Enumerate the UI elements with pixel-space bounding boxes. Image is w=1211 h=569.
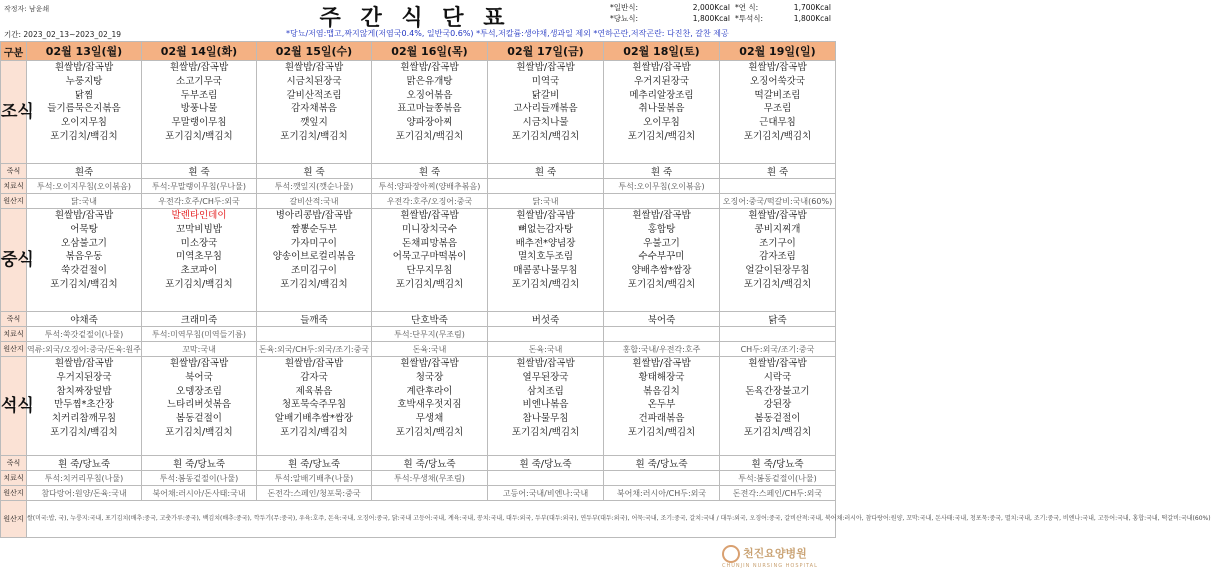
porridge-cell: 흰 죽: [604, 164, 720, 179]
porridge-cell: 들깨죽: [257, 312, 372, 327]
menu-item: 흰쌀밥/잡곡밥: [748, 62, 807, 73]
menu-item: 취나물볶음: [638, 103, 685, 115]
category-header: 구분: [1, 42, 27, 61]
author-label: 작정자: 남윤쇄: [4, 5, 50, 13]
porridge-label: 죽식: [1, 456, 27, 471]
kcal-value: 1,800Kcal: [692, 14, 730, 23]
porridge-cell: 크래미죽: [142, 312, 257, 327]
origin-cell: 돈육:국내: [372, 342, 488, 357]
kcal-value: 1,700Kcal: [793, 3, 831, 12]
dialysis-cell: 투석:봄동겉절이(나물): [720, 471, 836, 486]
dialysis-cell: 투석:무말랭이무침(무나물): [142, 179, 257, 194]
kcal-label: *당뇨식:: [610, 14, 639, 23]
dinner-origin-row: [1, 486, 836, 501]
menu-item: 오삼불고기: [61, 237, 107, 249]
breakfast-menu-cell: [604, 61, 720, 164]
dialysis-cell: 투석:오이지무침(오이볶음): [27, 179, 142, 194]
day-header: 02월 13일(월): [27, 42, 142, 61]
menu-item: 흰쌀밥/잡곡밥: [748, 210, 807, 221]
menu-item: 들기름묵은지볶음: [47, 103, 121, 115]
menu-item: 오이무침: [643, 117, 680, 129]
porridge-cell: 흰 죽/당뇨죽: [720, 456, 836, 471]
menu-item: 제육볶음: [295, 385, 333, 397]
meal-label-text: 석식: [1, 396, 34, 416]
menu-item: 감자조림: [759, 251, 796, 263]
menu-item: 오이지무침: [61, 117, 107, 129]
porridge-cell: 야채죽: [27, 312, 142, 327]
menu-item: 포기김치/백김치: [627, 130, 696, 142]
origin-cell: 닭:국내: [27, 194, 142, 209]
menu-item: 닭갈비: [531, 89, 560, 101]
dialysis-cell: [257, 327, 372, 342]
porridge-cell: 버섯죽: [488, 312, 604, 327]
porridge-cell: 흰 죽/당뇨죽: [372, 456, 488, 471]
page-title: 주 간 식 단 표: [319, 6, 511, 31]
dinner-dialysis-row: [1, 471, 836, 486]
menu-item: 느타리버섯볶음: [166, 399, 232, 411]
menu-item: 포기김치/백김치: [280, 426, 348, 438]
dinner-menu-cell: [27, 357, 142, 456]
dinner-menu-cell: [372, 357, 488, 456]
menu-item: 꼬막비빔밥: [176, 223, 222, 235]
day-header: 02월 19일(일): [720, 42, 836, 61]
origin-cell: 돈육:외국/CH두:외국/조기:중국: [257, 342, 372, 357]
menu-item: 쑥갓겉절이: [61, 265, 107, 277]
dinner-menu-cell: [142, 357, 257, 456]
breakfast-label: [1, 61, 34, 164]
origin-label: 원산지: [1, 342, 27, 357]
kcal-right: [735, 2, 831, 24]
menu-item: 포기김치/백김치: [395, 130, 464, 142]
origin-cell: CH두:외국/조기:중국: [720, 342, 836, 357]
menu-item: 시금치나물: [522, 117, 569, 129]
kcal-left: [610, 2, 730, 24]
breakfast-menu-cell: [257, 61, 372, 164]
menu-item: 우거지된장국: [56, 371, 112, 383]
menu-item: 흰쌀밥/잡곡밥: [169, 62, 229, 73]
dialysis-cell: 투석:단무지(무조림): [372, 327, 488, 342]
origin-label: 원산지: [1, 486, 27, 501]
dialysis-cell: [488, 471, 604, 486]
dialysis-cell: [720, 179, 836, 194]
porridge-cell: 흰 죽: [142, 164, 257, 179]
dialysis-cell: 투석:알배기배추(나물): [257, 471, 372, 486]
dialysis-cell: [720, 327, 836, 342]
menu-item: 포기김치/백김치: [511, 278, 580, 290]
menu-item: 흰쌀밥/잡곡밥: [632, 358, 691, 369]
menu-item: 깻잎지: [300, 117, 328, 129]
kcal-label: *연 식:: [735, 3, 759, 12]
dialysis-label: 치료식: [1, 327, 27, 342]
porridge-cell: 흰 죽/당뇨죽: [27, 456, 142, 471]
origin-cell: 참다랑어:원양/돈육:국내: [27, 486, 142, 501]
breakfast-row: [1, 61, 836, 164]
menu-item: 시락국: [763, 371, 792, 383]
menu-item: 누룽지탕: [65, 75, 103, 87]
porridge-cell: 흰 죽: [372, 164, 488, 179]
porridge-cell: 흰 죽/당뇨죽: [604, 456, 720, 471]
dialysis-cell: 투석:미역무침(미역들기름): [142, 327, 257, 342]
menu-item: 무조림: [763, 103, 792, 115]
origin-cell: 돈전각:스페인/CH두:외국: [720, 486, 836, 501]
menu-item: 흰쌀밥/잡곡밥: [54, 358, 114, 369]
dialysis-cell: [488, 327, 604, 342]
porridge-cell: 단호박죽: [372, 312, 488, 327]
meal-label-text: 조식: [1, 102, 34, 122]
menu-item: 참나물무침: [522, 413, 569, 425]
menu-item: 어묵탕: [70, 223, 98, 235]
origin-cell: 돈전각:스페인/청포묵:중국: [257, 486, 372, 501]
period-label: 기간: 2023_02_13~2023_02_19: [4, 30, 122, 39]
menu-item: 포기김치/백김치: [280, 278, 348, 290]
menu-item: 홍합탕: [647, 223, 676, 235]
porridge-cell: 흰 죽/당뇨죽: [257, 456, 372, 471]
dinner-menu-cell: [257, 357, 372, 456]
menu-item: 흰쌀밥/잡곡밥: [284, 62, 344, 73]
menu-item: 미역국: [531, 75, 560, 87]
menu-item: 떡갈비조림: [754, 89, 801, 101]
breakfast-menu-cell: [372, 61, 488, 164]
menu-item: 포기김치/백김치: [395, 426, 464, 438]
menu-item: 발렌타인데이: [171, 210, 227, 221]
menu-item: 미니장치국수: [401, 223, 458, 235]
menu-item: 흰쌀밥/잡곡밥: [400, 358, 459, 369]
menu-item: 포기김치/백김치: [50, 130, 118, 142]
menu-item: 흰쌀밥/잡곡밥: [400, 62, 459, 73]
menu-item: 포기김치/백김치: [165, 426, 233, 438]
origin-cell: 오징어:중국/떡갈비:국내(60%): [720, 194, 836, 209]
menu-item: 병아리콩밥/잡곡밥: [275, 210, 353, 221]
menu-item: 알배기배추쌈*쌈장: [274, 413, 354, 425]
header-row: [1, 42, 836, 61]
day-header: 02월 14일(화): [142, 42, 257, 61]
porridge-cell: 흰 죽: [257, 164, 372, 179]
menu-item: 흰쌀밥/잡곡밥: [632, 62, 691, 73]
kcal-label: *일반식:: [610, 3, 639, 12]
menu-item: 흰쌀밥/잡곡밥: [54, 62, 114, 73]
menu-item: 비엔나볶음: [522, 399, 569, 411]
menu-item: 멸치호두조림: [517, 251, 574, 263]
day-header: 02월 15일(수): [257, 42, 372, 61]
lunch-origin-row: [1, 342, 836, 357]
menu-item: 양파장아찌: [406, 117, 453, 129]
origin-cell: 우전각:호주/CH두:외국: [142, 194, 257, 209]
menu-item: 치커리참깨무침: [51, 413, 117, 425]
menu-item: 소고기무국: [176, 75, 222, 87]
day-header: 02월 16일(목): [372, 42, 488, 61]
menu-item: 어묵고구마떡볶이: [392, 251, 467, 263]
day-header: 02월 18일(토): [604, 42, 720, 61]
menu-item: 근대무침: [759, 117, 796, 129]
origin-cell: 역류:외국/오징어:중국/돈육:원주: [27, 342, 142, 357]
menu-item: 건파래볶음: [638, 413, 685, 425]
menu-item: 볶음김치: [643, 385, 680, 397]
breakfast-menu-cell: [142, 61, 257, 164]
menu-item: 조미김구이: [291, 265, 337, 277]
menu-item: 흰쌀밥/잡곡밥: [54, 210, 114, 221]
origin-cell: [604, 194, 720, 209]
porridge-cell: 흰 죽: [488, 164, 604, 179]
menu-item: 흰쌀밥/잡곡밥: [516, 210, 575, 221]
menu-item: 감자국: [300, 371, 328, 383]
menu-item: 계란후라이: [406, 385, 453, 397]
menu-item: 포기김치/백김치: [165, 278, 233, 290]
porridge-label: 죽식: [1, 164, 27, 179]
menu-item: 볶음우동: [65, 251, 103, 263]
origin-cell: 돈육:국내: [488, 342, 604, 357]
menu-item: 콩비지찌개: [754, 223, 801, 235]
menu-item: 두부조림: [180, 89, 218, 101]
meal-label-text: 중식: [1, 250, 34, 270]
menu-item: 메추리알장조림: [629, 89, 694, 101]
dialysis-cell: 투석:양파장아찌(양배추볶음): [372, 179, 488, 194]
menu-item: 양배추쌈*쌈장: [631, 265, 692, 277]
kcal-label: *투석식:: [735, 14, 764, 23]
lunch-menu-cell: [604, 209, 720, 312]
menu-item: 얼갈이된장무침: [745, 265, 810, 277]
origin-cell: 닭:국내: [488, 194, 604, 209]
diet-notes: *당뇨/저염:맵고,짜지않게(저염국0.4%, 일반국0.6%) *투석,저칼륨:생야채,생과일 제외 *연하곤란,저작곤란: 다진찬, 갈찬 제공: [286, 29, 729, 38]
menu-item: 호박새우젓지짐: [397, 399, 462, 411]
menu-item: 표고마늘쫑볶음: [397, 103, 462, 115]
menu-item: 포기김치/백김치: [165, 130, 233, 142]
origin-cell: 북어채:러시아/CH두:외국: [604, 486, 720, 501]
lunch-label: [1, 209, 34, 312]
dinner-row: [1, 357, 836, 456]
breakfast-porridge-row: [1, 164, 836, 179]
dialysis-label: 치료식: [1, 179, 27, 194]
dialysis-cell: 투석:치커리무침(나물): [27, 471, 142, 486]
lunch-menu-cell: [27, 209, 142, 312]
lunch-row: [1, 209, 836, 312]
menu-item: 돈육간장불고기: [745, 385, 810, 397]
logo-icon: [722, 545, 740, 563]
menu-item: 조기구이: [759, 237, 796, 249]
menu-item: 고사리들깨볶음: [513, 103, 578, 115]
logo-subtitle: CHUNJIN NURSING HOSPITAL: [722, 563, 818, 569]
menu-item: 포기김치/백김치: [50, 426, 118, 438]
breakfast-dialysis-row: [1, 179, 836, 194]
menu-item: 무말랭이무침: [171, 117, 227, 129]
dialysis-cell: 투석:봄동겉절이(나물): [142, 471, 257, 486]
menu-item: 돈채피망볶음: [401, 237, 458, 249]
menu-item: 포기김치/백김치: [743, 426, 812, 438]
lunch-menu-cell: [372, 209, 488, 312]
menu-item: 닭찜: [74, 89, 94, 101]
menu-item: 미역초무침: [176, 251, 222, 263]
menu-item: 흰쌀밥/잡곡밥: [632, 210, 691, 221]
lunch-menu-cell: [488, 209, 604, 312]
origin-cell: 홍합:국내/우전각:호주: [604, 342, 720, 357]
logo-name: 천진요양병원: [743, 547, 807, 560]
menu-item: 시금치된장국: [286, 75, 342, 87]
dialysis-cell: 투석:무생채(무조림): [372, 471, 488, 486]
porridge-cell: 북어죽: [604, 312, 720, 327]
origin-cell: [372, 486, 488, 501]
menu-item: 수수부꾸미: [638, 251, 685, 263]
menu-item: 포기김치/백김치: [511, 130, 580, 142]
menu-item: 갈비산적조림: [286, 89, 342, 101]
kcal-value: 2,000Kcal: [692, 3, 730, 12]
menu-item: 맑은유개탕: [406, 75, 453, 87]
origin-label: 원산지: [1, 194, 27, 209]
menu-item: 초코파이: [180, 265, 218, 277]
menu-item: 우불고기: [643, 237, 680, 249]
menu-item: 무생채: [415, 413, 444, 425]
menu-item: 강된장: [763, 399, 792, 411]
menu-item: 감자채볶음: [291, 103, 337, 115]
dialysis-cell: 투석:깻잎지(깻순나물): [257, 179, 372, 194]
menu-item: 오뎅장조림: [176, 385, 222, 397]
menu-item: 포기김치/백김치: [280, 130, 348, 142]
menu-item: 북어국: [185, 371, 213, 383]
menu-item: 청포묵숙주무침: [281, 399, 347, 411]
breakfast-menu-cell: [720, 61, 836, 164]
origin-label: 원산지: [1, 501, 27, 538]
menu-item: 흰쌀밥/잡곡밥: [284, 358, 344, 369]
menu-item: 미소장국: [180, 237, 218, 249]
menu-item: 가자미구이: [291, 237, 337, 249]
weekly-menu-table: [0, 41, 1211, 538]
menu-item: 단무지무침: [406, 265, 453, 277]
menu-item: 흰쌀밥/잡곡밥: [400, 210, 459, 221]
menu-item: 포기김치/백김치: [50, 278, 118, 290]
porridge-cell: 흰 죽: [720, 164, 836, 179]
origin-cell: 꼬막:국내: [142, 342, 257, 357]
menu-item: 짬뽕순두부: [291, 223, 337, 235]
origin-cell: 우전각:호주/오징어:중국: [372, 194, 488, 209]
origin-footer-row: [1, 501, 836, 538]
porridge-cell: 흰죽: [27, 164, 142, 179]
origin-cell: 고등어:국내/비엔나:국내: [488, 486, 604, 501]
breakfast-menu-cell: [488, 61, 604, 164]
hospital-logo: [722, 545, 818, 569]
menu-item: 우거지된장국: [633, 75, 690, 87]
lunch-menu-cell: [142, 209, 257, 312]
menu-item: 포기김치/백김치: [511, 426, 580, 438]
menu-item: 만두찜*초간장: [54, 399, 114, 411]
dinner-menu-cell: [720, 357, 836, 456]
menu-item: 온두부: [647, 399, 676, 411]
menu-item: 봄동겉절이: [176, 413, 222, 425]
menu-item: 청국장: [415, 371, 444, 383]
menu-item: 포기김치/백김치: [743, 130, 812, 142]
breakfast-menu-cell: [27, 61, 142, 164]
menu-item: 오징어볶음: [406, 89, 453, 101]
menu-item: 포기김치/백김치: [743, 278, 812, 290]
menu-item: 방풍나물: [180, 103, 218, 115]
lunch-porridge-row: [1, 312, 836, 327]
dinner-label: [1, 357, 34, 456]
dialysis-cell: [604, 327, 720, 342]
menu-item: 흰쌀밥/잡곡밥: [516, 62, 575, 73]
breakfast-origin-row: [1, 194, 836, 209]
dinner-porridge-row: [1, 456, 836, 471]
dinner-menu-cell: [488, 357, 604, 456]
menu-item: 매콤콩나물무침: [513, 265, 578, 277]
origin-cell: 갈비산적:국내: [257, 194, 372, 209]
menu-item: 참치짜장덮밥: [56, 385, 112, 397]
menu-item: 흰쌀밥/잡곡밥: [516, 358, 575, 369]
menu-item: 흰쌀밥/잡곡밥: [748, 358, 807, 369]
dialysis-label: 치료식: [1, 471, 27, 486]
porridge-label: 죽식: [1, 312, 27, 327]
menu-item: 열무된장국: [522, 371, 569, 383]
lunch-dialysis-row: [1, 327, 836, 342]
menu-item: 봄동겉절이: [754, 413, 801, 425]
porridge-cell: 닭죽: [720, 312, 836, 327]
kcal-value: 1,800Kcal: [793, 14, 831, 23]
origin-footer: 쌀(미국:밥, 국), 누룽지:국내, 포기김치(배추:중국, 고춧가루:중국), 백김치(배추:중국), 깍두기(무:중국), 우육:호주, 돈육:국내, 오징어:중국, 닭:국내 고등어:국내, 계육:국내, 꽁치:국내, 대두:외국, 두부(대두:외국), 연두부(대두:외국), 어묵:국내, 조기:중국, 갈치:국내 / 대두:외국, 오징어:중국, 갈비산적:국내, 북어채:러시아, 참다랑어:원양, 꼬막:국내, 돈사태:국내, 청포묵:중국, 멸치:국내, 조기:중국, 비엔나:국내, 고등어:국내, 홍합:국내, 떡갈비:국내(60%): [27, 501, 836, 538]
lunch-menu-cell: [257, 209, 372, 312]
day-header: 02월 17일(금): [488, 42, 604, 61]
dialysis-cell: [488, 179, 604, 194]
dinner-menu-cell: [604, 357, 720, 456]
menu-item: 포기김치/백김치: [395, 278, 464, 290]
menu-item: 오징어쑥갓국: [749, 75, 806, 87]
porridge-cell: 흰 죽/당뇨죽: [142, 456, 257, 471]
lunch-menu-cell: [720, 209, 836, 312]
dialysis-cell: 투석:오이무침(오이볶음): [604, 179, 720, 194]
dialysis-cell: [604, 471, 720, 486]
menu-item: 배추전*양념장: [515, 237, 576, 249]
menu-item: 양송이브로컬리볶음: [272, 251, 356, 263]
menu-item: 흰쌀밥/잡곡밥: [169, 358, 229, 369]
menu-item: 황태해장국: [638, 371, 685, 383]
menu-item: 뼈없는감자탕: [517, 223, 574, 235]
origin-cell: 북어채:러시아/돈사태:국내: [142, 486, 257, 501]
porridge-cell: 흰 죽/당뇨죽: [488, 456, 604, 471]
menu-item: 포기김치/백김치: [627, 278, 696, 290]
menu-item: 삼치조림: [527, 385, 564, 397]
menu-item: 포기김치/백김치: [627, 426, 696, 438]
dialysis-cell: 투석:쑥갓겉절이(나물): [27, 327, 142, 342]
